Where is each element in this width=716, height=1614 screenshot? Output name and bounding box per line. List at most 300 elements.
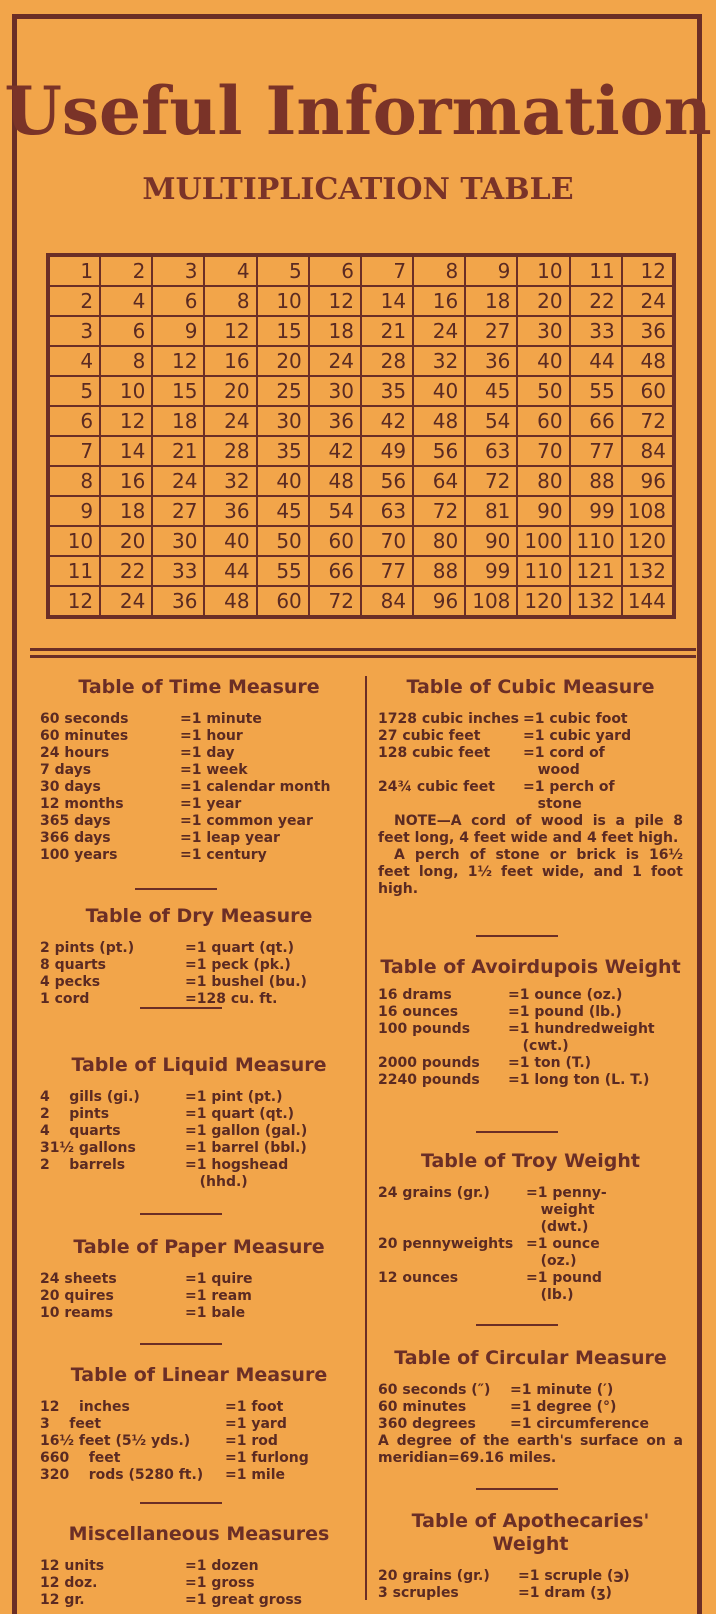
- avoirdupois-section: [378, 956, 683, 1089]
- measure-equivalent: =1 ounce (oz.): [508, 987, 623, 1003]
- mult-cell: 8: [413, 255, 465, 286]
- mult-cell: 24: [309, 346, 361, 376]
- mult-cell: 36: [152, 586, 204, 617]
- mult-cell: 10: [257, 286, 309, 316]
- mult-cell: 80: [413, 526, 465, 556]
- mult-cell: 27: [152, 496, 204, 526]
- mult-cell: 80: [517, 466, 569, 496]
- time-measure-section: [40, 676, 358, 864]
- mult-cell: 9: [152, 316, 204, 346]
- measure-equivalent: =1 century: [180, 847, 267, 863]
- measure-quantity: 7 days: [40, 762, 92, 778]
- circular-measure-section: [378, 1347, 683, 1467]
- liquid-measure-section: [40, 1054, 358, 1191]
- mult-cell: 88: [413, 556, 465, 586]
- mult-cell: 84: [622, 436, 674, 466]
- mult-cell: 54: [309, 496, 361, 526]
- measure-quantity: 8 quarts: [40, 957, 106, 973]
- measure-equivalent: =1 foot: [225, 1399, 284, 1415]
- measure-equivalent: =1 great gross: [185, 1592, 302, 1608]
- measure-equivalent: =1 cubic foot: [523, 711, 628, 727]
- mult-cell: 110: [517, 556, 569, 586]
- mult-cell: 120: [622, 526, 674, 556]
- mult-cell: 40: [257, 466, 309, 496]
- measure-quantity: 24 hours: [40, 745, 110, 761]
- apothecaries-title: Table of Apothecaries' Weight: [411, 1510, 650, 1555]
- measure-equivalent: =1 long ton (L. T.): [508, 1072, 650, 1088]
- mult-cell: 24: [622, 286, 674, 316]
- measure-quantity: 365 days: [40, 813, 111, 829]
- mult-cell: 77: [361, 556, 413, 586]
- mult-cell: 4: [204, 255, 256, 286]
- measure-quantity: 12 units: [40, 1558, 105, 1574]
- linear-measure-title: Table of Linear Measure: [70, 1364, 328, 1386]
- time-measure-title: Table of Time Measure: [78, 676, 320, 698]
- mult-cell: 36: [622, 316, 674, 346]
- page-subtitle: MULTIPLICATION TABLE: [142, 172, 574, 207]
- measure-quantity: 2000 pounds: [378, 1055, 480, 1071]
- measure-quantity: 20 grains (gr.): [378, 1568, 490, 1584]
- troy-weight-title: Table of Troy Weight: [420, 1150, 641, 1172]
- mult-cell: 6: [309, 255, 361, 286]
- mult-cell: 110: [570, 526, 622, 556]
- mult-row: [48, 406, 674, 436]
- mult-cell: 5: [48, 376, 100, 406]
- mult-cell: 12: [100, 406, 152, 436]
- measure-quantity: 30 days: [40, 779, 101, 795]
- short-divider: [140, 1007, 222, 1009]
- divider-rule-bottom: [30, 655, 696, 658]
- mult-cell: 32: [204, 466, 256, 496]
- measure-equivalent: =1 ounce (oz.): [526, 1236, 600, 1269]
- mult-cell: 11: [48, 556, 100, 586]
- cubic-row: [378, 711, 683, 728]
- time-row: [40, 796, 358, 813]
- mult-cell: 16: [204, 346, 256, 376]
- measure-equivalent: =1 circumference: [510, 1416, 649, 1432]
- mult-row: [48, 496, 674, 526]
- liquid-row: [40, 1157, 358, 1191]
- measure-quantity: 20 pennyweights: [378, 1236, 514, 1252]
- measure-quantity: 27 cubic feet: [378, 728, 481, 744]
- avoir-row: [378, 1021, 683, 1055]
- mult-cell: 60: [622, 376, 674, 406]
- dry-row: [40, 991, 358, 1008]
- mult-row: [48, 316, 674, 346]
- measure-equivalent: =1 scruple (℈): [518, 1568, 630, 1584]
- linear-row: [40, 1450, 358, 1467]
- mult-cell: 3: [152, 255, 204, 286]
- mult-cell: 55: [257, 556, 309, 586]
- measure-quantity: 2 pints (pt.): [40, 940, 135, 956]
- mult-cell: 28: [204, 436, 256, 466]
- mult-cell: 18: [100, 496, 152, 526]
- mult-cell: 56: [413, 436, 465, 466]
- mult-cell: 12: [622, 255, 674, 286]
- measure-quantity: 2 pints: [40, 1106, 110, 1122]
- mult-cell: 50: [517, 376, 569, 406]
- mult-row: [48, 286, 674, 316]
- mult-cell: 60: [257, 586, 309, 617]
- mult-cell: 100: [517, 526, 569, 556]
- liquid-row: [40, 1089, 358, 1106]
- mult-cell: 90: [517, 496, 569, 526]
- short-divider: [140, 1343, 222, 1345]
- measure-equivalent: =1 dram (ʒ): [518, 1585, 612, 1601]
- mult-cell: 1: [48, 255, 100, 286]
- mult-cell: 96: [413, 586, 465, 617]
- paper-measure-title: Table of Paper Measure: [73, 1236, 325, 1258]
- mult-cell: 121: [570, 556, 622, 586]
- mult-cell: 10: [48, 526, 100, 556]
- mult-cell: 48: [204, 586, 256, 617]
- measure-quantity: 10 reams: [40, 1305, 114, 1321]
- mult-cell: 66: [570, 406, 622, 436]
- mult-cell: 7: [361, 255, 413, 286]
- measure-quantity: 3 scruples: [378, 1585, 459, 1601]
- mult-cell: 108: [465, 586, 517, 617]
- dry-measure-section: [40, 905, 358, 1008]
- mult-cell: 30: [309, 376, 361, 406]
- mult-cell: 15: [152, 376, 204, 406]
- measure-equivalent: =1 year: [180, 796, 242, 812]
- mult-cell: 48: [413, 406, 465, 436]
- mult-row: [48, 346, 674, 376]
- mult-cell: 99: [465, 556, 517, 586]
- mult-cell: 72: [309, 586, 361, 617]
- mult-cell: 50: [257, 526, 309, 556]
- mult-cell: 60: [517, 406, 569, 436]
- mult-cell: 20: [204, 376, 256, 406]
- time-row: [40, 745, 358, 762]
- apoth-row: [378, 1585, 683, 1602]
- mult-cell: 144: [622, 586, 674, 617]
- mult-cell: 16: [413, 286, 465, 316]
- mult-cell: 18: [309, 316, 361, 346]
- mult-cell: 14: [100, 436, 152, 466]
- measure-quantity: 24 grains (gr.): [378, 1185, 490, 1201]
- measure-equivalent: =1 barrel (bbl.): [185, 1140, 307, 1156]
- mult-cell: 8: [48, 466, 100, 496]
- measure-equivalent: =1 bale: [185, 1305, 246, 1321]
- mult-cell: 21: [152, 436, 204, 466]
- mult-cell: 22: [100, 556, 152, 586]
- misc-measure-title: Miscellaneous Measures: [68, 1523, 330, 1545]
- time-row: [40, 830, 358, 847]
- measure-equivalent: =1 gallon (gal.): [185, 1123, 308, 1139]
- linear-measure-section: [40, 1364, 358, 1484]
- mult-cell: 44: [204, 556, 256, 586]
- circular-note: A degree of the earth's surface on a meridian=69.16 miles.: [378, 1433, 683, 1466]
- avoir-row: [378, 987, 683, 1004]
- measure-equivalent: =1 calendar month: [180, 779, 331, 795]
- mult-cell: 108: [622, 496, 674, 526]
- mult-cell: 96: [622, 466, 674, 496]
- measure-quantity: 16½ feet (5½ yds.): [40, 1433, 191, 1449]
- measure-quantity: 20 quires: [40, 1288, 114, 1304]
- measure-quantity: 4 pecks: [40, 974, 101, 990]
- short-divider: [476, 935, 558, 937]
- measure-equivalent: =1 ream: [185, 1288, 252, 1304]
- time-row: [40, 813, 358, 830]
- mult-cell: 36: [204, 496, 256, 526]
- multiplication-table: [46, 253, 676, 619]
- liquid-row: [40, 1123, 358, 1140]
- measure-equivalent: =1 degree (°): [510, 1399, 617, 1415]
- mult-cell: 12: [48, 586, 100, 617]
- column-divider: [365, 676, 367, 1600]
- measure-quantity: 2240 pounds: [378, 1072, 480, 1088]
- mult-cell: 6: [48, 406, 100, 436]
- cubic-note-2: A perch of stone or brick is 16½ feet long, 1½ feet wide, and 1 foot high.: [378, 847, 683, 897]
- mult-cell: 15: [257, 316, 309, 346]
- mult-cell: 54: [465, 406, 517, 436]
- mult-row: [48, 376, 674, 406]
- troy-row: [378, 1236, 683, 1270]
- mult-cell: 20: [100, 526, 152, 556]
- short-divider: [476, 1324, 558, 1326]
- mult-cell: 48: [622, 346, 674, 376]
- circular-row: [378, 1399, 683, 1416]
- avoir-row: [378, 1004, 683, 1021]
- measure-equivalent: =1 quire: [185, 1271, 253, 1287]
- measure-quantity: 320 rods (5280 ft.): [40, 1467, 204, 1483]
- mult-cell: 24: [413, 316, 465, 346]
- mult-cell: 28: [361, 346, 413, 376]
- mult-cell: 21: [361, 316, 413, 346]
- mult-cell: 12: [204, 316, 256, 346]
- liquid-row: [40, 1106, 358, 1123]
- mult-row: [48, 436, 674, 466]
- mult-cell: 7: [48, 436, 100, 466]
- short-divider: [135, 888, 217, 890]
- mult-cell: 24: [100, 586, 152, 617]
- measure-quantity: 1 cord: [40, 991, 90, 1007]
- measure-equivalent: =1 rod: [225, 1433, 278, 1449]
- measure-equivalent: =1 common year: [180, 813, 313, 829]
- mult-cell: 4: [48, 346, 100, 376]
- measure-equivalent: =1 hour: [180, 728, 243, 744]
- mult-cell: 120: [517, 586, 569, 617]
- measure-quantity: 1728 cubic inches: [378, 711, 519, 727]
- mult-cell: 6: [152, 286, 204, 316]
- measure-equivalent: =1 leap year: [180, 830, 280, 846]
- time-row: [40, 728, 358, 745]
- measure-equivalent: =1 dozen: [185, 1558, 259, 1574]
- mult-cell: 30: [517, 316, 569, 346]
- cubic-row: [378, 779, 683, 813]
- mult-cell: 88: [570, 466, 622, 496]
- paper-row: [40, 1305, 358, 1322]
- time-row: [40, 711, 358, 728]
- linear-row: [40, 1416, 358, 1433]
- measure-quantity: 12 gr.: [40, 1592, 85, 1608]
- cubic-note-1: NOTE—A cord of wood is a pile 8 feet long, 4 feet wide and 4 feet high.: [378, 813, 683, 846]
- measure-quantity: 60 seconds (″): [378, 1382, 491, 1398]
- measure-quantity: 12 months: [40, 796, 124, 812]
- measure-quantity: 12 doz.: [40, 1575, 98, 1591]
- measure-quantity: 60 minutes: [40, 728, 129, 744]
- mult-cell: 9: [48, 496, 100, 526]
- mult-cell: 40: [413, 376, 465, 406]
- linear-row: [40, 1433, 358, 1450]
- circular-row: [378, 1416, 683, 1433]
- page-title: Useful Information: [4, 72, 712, 150]
- mult-cell: 12: [152, 346, 204, 376]
- measure-equivalent: =1 day: [180, 745, 235, 761]
- mult-cell: 30: [257, 406, 309, 436]
- mult-cell: 20: [257, 346, 309, 376]
- measure-equivalent: =1 quart (qt.): [185, 1106, 295, 1122]
- mult-cell: 84: [361, 586, 413, 617]
- mult-cell: 3: [48, 316, 100, 346]
- apothecaries-section: [378, 1510, 683, 1602]
- mult-cell: 55: [570, 376, 622, 406]
- mult-cell: 22: [570, 286, 622, 316]
- measure-quantity: 360 degrees: [378, 1416, 476, 1432]
- short-divider: [140, 1213, 222, 1215]
- measure-quantity: 100 pounds: [378, 1021, 471, 1037]
- measure-quantity: 128 cubic feet: [378, 745, 491, 761]
- mult-cell: 77: [570, 436, 622, 466]
- misc-row: [40, 1558, 358, 1575]
- mult-cell: 27: [465, 316, 517, 346]
- mult-cell: 8: [204, 286, 256, 316]
- mult-row: [48, 466, 674, 496]
- measure-equivalent: =1 minute (′): [510, 1382, 614, 1398]
- measure-quantity: 366 days: [40, 830, 111, 846]
- mult-cell: 36: [465, 346, 517, 376]
- mult-cell: 10: [100, 376, 152, 406]
- mult-cell: 44: [570, 346, 622, 376]
- dry-measure-title: Table of Dry Measure: [85, 905, 313, 927]
- avoirdupois-title: Table of Avoirdupois Weight: [380, 956, 681, 978]
- mult-cell: 48: [309, 466, 361, 496]
- measure-quantity: 60 minutes: [378, 1399, 467, 1415]
- mult-cell: 42: [361, 406, 413, 436]
- measure-equivalent: =1 quart (qt.): [185, 940, 295, 956]
- time-row: [40, 847, 358, 864]
- mult-cell: 2: [100, 255, 152, 286]
- liquid-row: [40, 1140, 358, 1157]
- mult-cell: 5: [257, 255, 309, 286]
- mult-cell: 64: [413, 466, 465, 496]
- mult-cell: 63: [465, 436, 517, 466]
- mult-cell: 9: [465, 255, 517, 286]
- cubic-row: [378, 745, 683, 779]
- mult-cell: 90: [465, 526, 517, 556]
- measure-quantity: 660 feet: [40, 1450, 121, 1466]
- mult-cell: 35: [257, 436, 309, 466]
- time-row: [40, 779, 358, 796]
- mult-cell: 4: [100, 286, 152, 316]
- mult-cell: 70: [517, 436, 569, 466]
- mult-cell: 24: [204, 406, 256, 436]
- paper-row: [40, 1271, 358, 1288]
- measure-equivalent: =1 cubic yard: [523, 728, 632, 744]
- measure-equivalent: =1 week: [180, 762, 248, 778]
- divider-rule-top: [30, 648, 696, 651]
- measure-equivalent: =1 peck (pk.): [185, 957, 291, 973]
- mult-cell: 72: [413, 496, 465, 526]
- mult-cell: 66: [309, 556, 361, 586]
- measure-equivalent: =1 pint (pt.): [185, 1089, 283, 1105]
- measure-equivalent: =1 pound (lb.): [508, 1004, 622, 1020]
- mult-cell: 25: [257, 376, 309, 406]
- cubic-row: [378, 728, 683, 745]
- mult-cell: 12: [309, 286, 361, 316]
- measure-equivalent: =1 pound (lb.): [526, 1270, 602, 1303]
- mult-row: [48, 255, 674, 286]
- mult-cell: 132: [622, 556, 674, 586]
- measure-quantity: 16 drams: [378, 987, 452, 1003]
- mult-cell: 72: [465, 466, 517, 496]
- mult-cell: 24: [152, 466, 204, 496]
- mult-cell: 70: [361, 526, 413, 556]
- mult-cell: 45: [465, 376, 517, 406]
- measure-equivalent: =1 bushel (bu.): [185, 974, 307, 990]
- measure-equivalent: =1 ton (T.): [508, 1055, 592, 1071]
- dry-row: [40, 957, 358, 974]
- linear-row: [40, 1467, 358, 1484]
- mult-cell: 45: [257, 496, 309, 526]
- mult-row: [48, 556, 674, 586]
- mult-cell: 56: [361, 466, 413, 496]
- mult-row: [48, 586, 674, 617]
- avoir-row: [378, 1072, 683, 1089]
- measure-equivalent: =1 mile: [225, 1467, 286, 1483]
- troy-row: [378, 1185, 683, 1236]
- measure-quantity: 24 sheets: [40, 1271, 117, 1287]
- measure-quantity: 100 years: [40, 847, 118, 863]
- mult-cell: 49: [361, 436, 413, 466]
- mult-cell: 33: [152, 556, 204, 586]
- time-row: [40, 762, 358, 779]
- mult-cell: 33: [570, 316, 622, 346]
- mult-cell: 132: [570, 586, 622, 617]
- circular-row: [378, 1382, 683, 1399]
- measure-quantity: 12 ounces: [378, 1270, 459, 1286]
- linear-row: [40, 1399, 358, 1416]
- mult-cell: 32: [413, 346, 465, 376]
- misc-row: [40, 1592, 358, 1609]
- short-divider: [476, 1488, 558, 1490]
- measure-equivalent: =1 minute: [180, 711, 262, 727]
- troy-row: [378, 1270, 683, 1304]
- mult-cell: 10: [517, 255, 569, 286]
- paper-row: [40, 1288, 358, 1305]
- dry-row: [40, 974, 358, 991]
- measure-quantity: 4 quarts: [40, 1123, 121, 1139]
- mult-cell: 36: [309, 406, 361, 436]
- misc-row: [40, 1575, 358, 1592]
- mult-cell: 40: [517, 346, 569, 376]
- cubic-measure-section: [378, 676, 683, 898]
- measure-quantity: 24¾ cubic feet: [378, 779, 495, 795]
- mult-cell: 18: [152, 406, 204, 436]
- mult-cell: 30: [152, 526, 204, 556]
- mult-cell: 60: [309, 526, 361, 556]
- paper-measure-section: [40, 1236, 358, 1322]
- mult-cell: 99: [570, 496, 622, 526]
- mult-cell: 81: [465, 496, 517, 526]
- measure-equivalent: =1 cord of wood: [523, 745, 605, 778]
- measure-quantity: 4 gills (gi.): [40, 1089, 140, 1105]
- apoth-row: [378, 1568, 683, 1585]
- mult-cell: 6: [100, 316, 152, 346]
- measure-equivalent: =1 perch of stone: [523, 779, 615, 812]
- liquid-measure-title: Table of Liquid Measure: [71, 1054, 327, 1076]
